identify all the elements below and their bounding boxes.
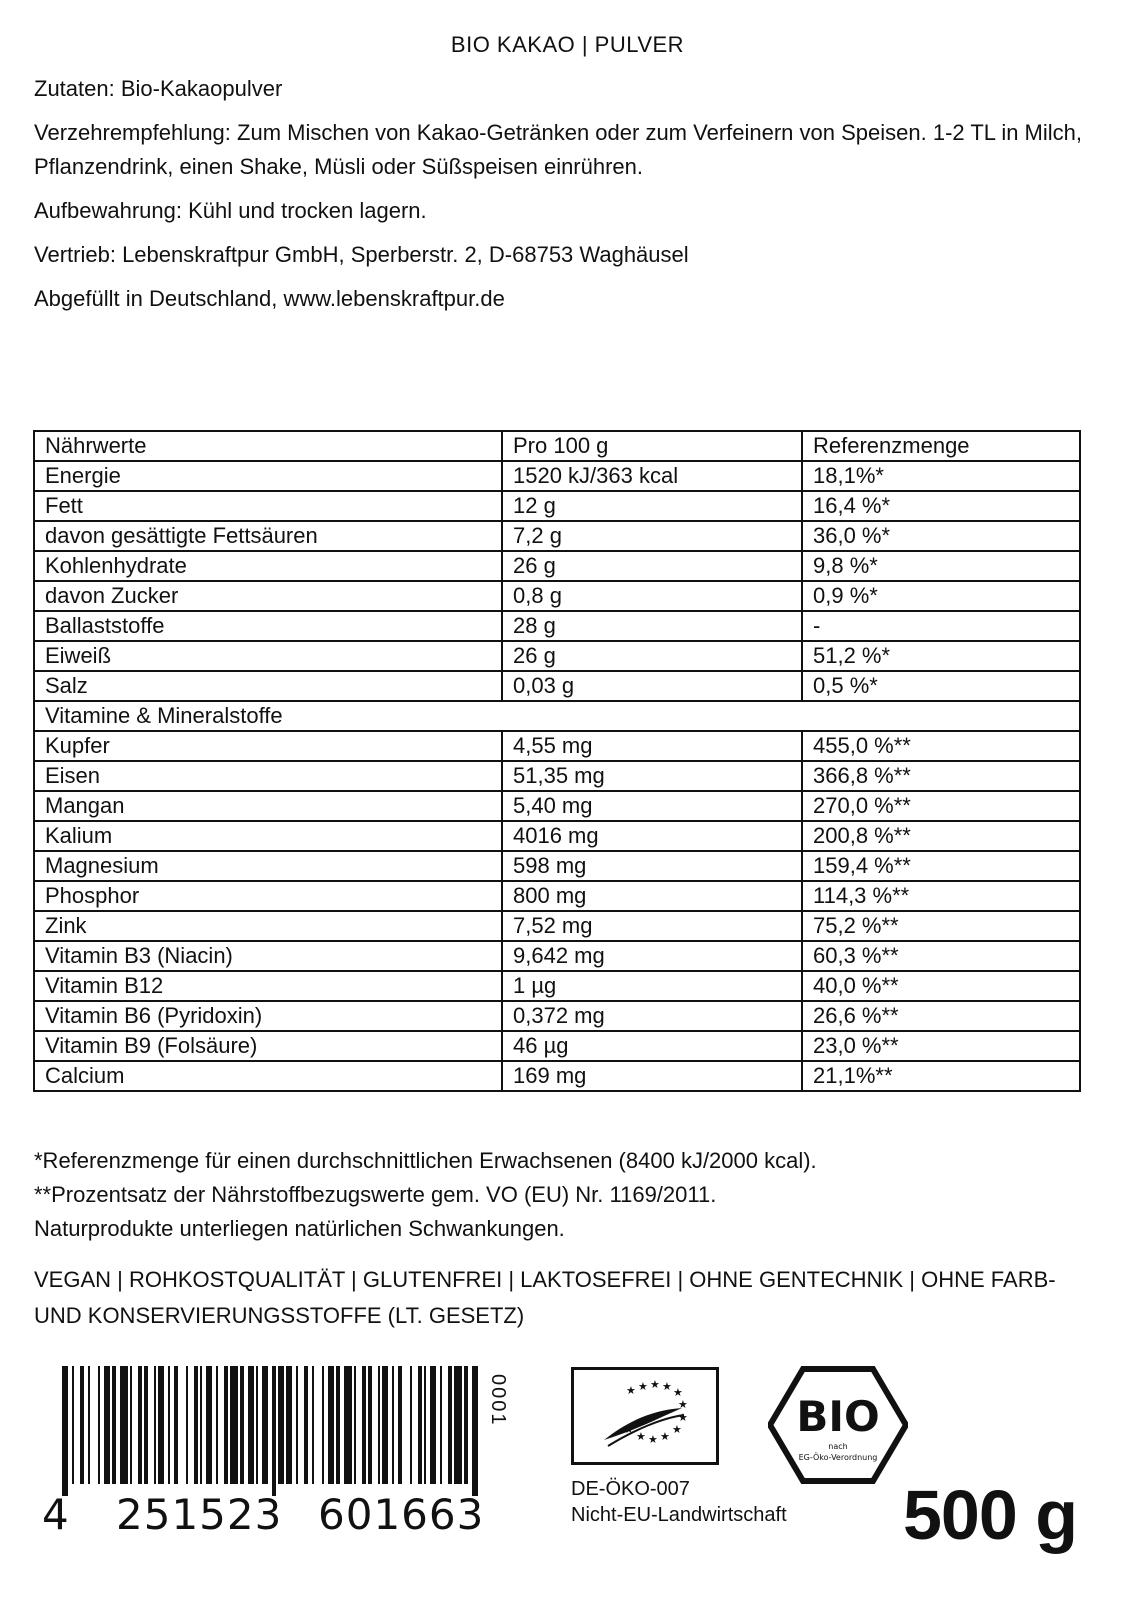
barcode-bar bbox=[454, 1366, 462, 1484]
svg-text:★: ★ bbox=[678, 1398, 688, 1411]
barcode-bar bbox=[344, 1366, 352, 1484]
nutrient-amount: 26 g bbox=[502, 641, 802, 671]
barcode-digits-right: 601663 bbox=[318, 1490, 485, 1539]
table-row bbox=[34, 971, 1080, 1001]
barcode-bar bbox=[296, 1366, 298, 1484]
barcode-bar bbox=[312, 1366, 314, 1484]
nutrient-name: Kalium bbox=[34, 821, 502, 851]
footnote: *Referenzmenge für einen durchschnittlichen Erwachsenen (8400 kJ/2000 kcal). bbox=[34, 1148, 817, 1173]
footnotes bbox=[34, 1144, 817, 1246]
svg-text:★: ★ bbox=[638, 1380, 648, 1393]
barcode-bar bbox=[230, 1366, 238, 1484]
nutrient-name: Vitamin B12 bbox=[34, 971, 502, 1001]
nutrient-name: Magnesium bbox=[34, 851, 502, 881]
footnote: **Prozentsatz der Nährstoffbezugswerte gem. VO (EU) Nr. 1169/2011. bbox=[34, 1182, 717, 1207]
barcode-bar bbox=[154, 1366, 156, 1484]
bio-seal-logo bbox=[768, 1365, 908, 1485]
barcode-bar bbox=[168, 1366, 170, 1484]
certification-code: DE-ÖKO-007 bbox=[571, 1478, 690, 1500]
header-cell: Referenzmenge bbox=[802, 431, 1080, 461]
barcode-bar bbox=[72, 1366, 74, 1484]
barcode-bar bbox=[104, 1366, 110, 1484]
barcode-digit-first: 4 bbox=[42, 1490, 69, 1539]
barcode-bar bbox=[354, 1366, 356, 1484]
nutrient-reference: 0,5 %* bbox=[802, 671, 1080, 701]
table-row bbox=[34, 521, 1080, 551]
barcode-bar bbox=[430, 1366, 436, 1484]
table-header-row bbox=[34, 431, 1080, 461]
nutrient-reference: 200,8 %** bbox=[802, 821, 1080, 851]
table-row bbox=[34, 1061, 1080, 1091]
barcode-bar bbox=[200, 1366, 202, 1484]
eu-organic-logo bbox=[571, 1367, 719, 1465]
ingredients-text: Bio-Kakaopulver bbox=[120, 76, 283, 101]
barcode-bar bbox=[418, 1366, 422, 1484]
table-row bbox=[34, 641, 1080, 671]
table-row bbox=[34, 1031, 1080, 1061]
table-row bbox=[34, 881, 1080, 911]
distributor-label: Vertrieb: bbox=[34, 242, 116, 267]
barcode-bar bbox=[392, 1366, 394, 1484]
svg-text:★: ★ bbox=[636, 1430, 646, 1443]
nutrient-amount: 169 mg bbox=[502, 1061, 802, 1091]
svg-text:★: ★ bbox=[678, 1411, 688, 1424]
section-label: Vitamine & Mineralstoffe bbox=[34, 701, 1080, 731]
barcode-side-number: 0001 bbox=[487, 1374, 509, 1427]
nutrient-amount: 7,2 g bbox=[502, 521, 802, 551]
nutrient-reference: 60,3 %** bbox=[802, 941, 1080, 971]
nutrient-amount: 0,8 g bbox=[502, 581, 802, 611]
recommendation bbox=[34, 116, 1104, 184]
svg-text:★: ★ bbox=[660, 1430, 670, 1443]
certification-origin: Nicht-EU-Landwirtschaft bbox=[571, 1504, 787, 1526]
nutrient-name: Fett bbox=[34, 491, 502, 521]
ingredients-label: Zutaten: bbox=[34, 76, 115, 101]
nutrient-name: davon Zucker bbox=[34, 581, 502, 611]
barcode-bar bbox=[336, 1366, 340, 1484]
recommendation-text: Zum Mischen von Kakao-Getränken oder zum Verfeinern von Speisen. 1-2 TL in Milch, Pflanzendrink, einen Shake, Müsli oder Süßspeisen einrühren. bbox=[34, 120, 1083, 179]
table-row bbox=[34, 581, 1080, 611]
nutrient-reference: 23,0 %** bbox=[802, 1031, 1080, 1061]
barcode-bar bbox=[144, 1366, 148, 1484]
nutrient-amount: 12 g bbox=[502, 491, 802, 521]
svg-text:★: ★ bbox=[650, 1378, 660, 1391]
header-cell: Nährwerte bbox=[34, 431, 502, 461]
storage bbox=[34, 194, 1104, 228]
barcode-image bbox=[40, 1366, 490, 1496]
table-row bbox=[34, 851, 1080, 881]
nutrient-reference: 51,2 %* bbox=[802, 641, 1080, 671]
barcode-bar bbox=[206, 1366, 212, 1484]
nutrient-amount: 9,642 mg bbox=[502, 941, 802, 971]
nutrient-name: Eisen bbox=[34, 761, 502, 791]
table-row bbox=[34, 911, 1080, 941]
barcode-bar bbox=[216, 1366, 218, 1484]
table-row bbox=[34, 731, 1080, 761]
barcode-bar bbox=[398, 1366, 402, 1484]
barcode-bar bbox=[304, 1366, 308, 1484]
nutrient-reference: 75,2 %** bbox=[802, 911, 1080, 941]
nutrient-name: Energie bbox=[34, 461, 502, 491]
nutrient-reference: 9,8 %* bbox=[802, 551, 1080, 581]
net-weight: 500 g bbox=[903, 1476, 1077, 1554]
barcode-bar bbox=[368, 1366, 372, 1484]
barcode-bar bbox=[186, 1366, 188, 1484]
nutrient-name: Phosphor bbox=[34, 881, 502, 911]
barcode-bar bbox=[322, 1366, 324, 1484]
nutrient-name: Zink bbox=[34, 911, 502, 941]
svg-text:★: ★ bbox=[672, 1423, 682, 1436]
nutrient-amount: 1520 kJ/363 kcal bbox=[502, 461, 802, 491]
nutrient-reference: 21,1%** bbox=[802, 1061, 1080, 1091]
barcode-bar bbox=[410, 1366, 412, 1484]
nutrient-amount: 1 µg bbox=[502, 971, 802, 1001]
recommendation-label: Verzehrempfehlung: bbox=[34, 120, 231, 145]
nutrient-name: Vitamin B6 (Pyridoxin) bbox=[34, 1001, 502, 1031]
distributor bbox=[34, 238, 1104, 272]
barcode-bar bbox=[286, 1366, 292, 1484]
barcode-bar bbox=[378, 1366, 380, 1484]
nutrient-reference: 270,0 %** bbox=[802, 791, 1080, 821]
nutrient-amount: 46 µg bbox=[502, 1031, 802, 1061]
table-row bbox=[34, 611, 1080, 641]
svg-text:★: ★ bbox=[673, 1386, 683, 1399]
bio-seal-line2: EG-Öko-Verordnung bbox=[798, 1453, 878, 1462]
storage-text: Kühl und trocken lagern. bbox=[188, 198, 427, 223]
filled-in: Abgefüllt in Deutschland, www.lebenskraftpur.de bbox=[34, 286, 505, 311]
nutrient-name: Salz bbox=[34, 671, 502, 701]
barcode-bar bbox=[272, 1366, 276, 1496]
nutrient-name: Kohlenhydrate bbox=[34, 551, 502, 581]
bio-seal-word: BIO bbox=[796, 1392, 880, 1441]
bio-seal-line1: nach bbox=[828, 1442, 848, 1451]
barcode-bar bbox=[194, 1366, 198, 1484]
certification bbox=[571, 1476, 787, 1528]
nutrient-amount: 51,35 mg bbox=[502, 761, 802, 791]
table-row bbox=[34, 791, 1080, 821]
barcode-bar bbox=[98, 1366, 100, 1484]
nutrient-amount: 5,40 mg bbox=[502, 791, 802, 821]
table-row bbox=[34, 941, 1080, 971]
nutrient-amount: 0,372 mg bbox=[502, 1001, 802, 1031]
barcode-bar bbox=[472, 1366, 478, 1496]
barcode-bar bbox=[138, 1366, 142, 1484]
barcode-bar bbox=[464, 1366, 468, 1484]
barcode-bar bbox=[174, 1366, 178, 1484]
nutrient-reference: 159,4 %** bbox=[802, 851, 1080, 881]
barcode-bar bbox=[448, 1366, 452, 1484]
product-claims: VEGAN | ROHKOSTQUALITÄT | GLUTENFREI | LAKTOSEFREI | OHNE GENTECHNIK | OHNE FARB- UND KONSERVIERUNGSSTOFFE (LT. GESETZ) bbox=[34, 1267, 1056, 1328]
nutrient-reference: 114,3 %** bbox=[802, 881, 1080, 911]
barcode-bar bbox=[262, 1366, 268, 1484]
nutrient-name: Eiweiß bbox=[34, 641, 502, 671]
nutrient-amount: 4016 mg bbox=[502, 821, 802, 851]
nutrient-reference: 40,0 %** bbox=[802, 971, 1080, 1001]
barcode-bar bbox=[158, 1366, 164, 1484]
nutrient-amount: 28 g bbox=[502, 611, 802, 641]
barcode-bar bbox=[88, 1366, 90, 1484]
nutrient-amount: 0,03 g bbox=[502, 671, 802, 701]
nutrient-name: Vitamin B3 (Niacin) bbox=[34, 941, 502, 971]
nutrient-amount: 598 mg bbox=[502, 851, 802, 881]
nutrient-name: Mangan bbox=[34, 791, 502, 821]
barcode-bar bbox=[382, 1366, 388, 1484]
barcode-bar bbox=[130, 1366, 132, 1484]
table-row bbox=[34, 551, 1080, 581]
nutrient-reference: 36,0 %* bbox=[802, 521, 1080, 551]
nutrient-amount: 800 mg bbox=[502, 881, 802, 911]
header-cell: Pro 100 g bbox=[502, 431, 802, 461]
barcode-bar bbox=[328, 1366, 334, 1484]
table-row bbox=[34, 671, 1080, 701]
storage-label: Aufbewahrung: bbox=[34, 198, 182, 223]
nutrient-name: davon gesättigte Fettsäuren bbox=[34, 521, 502, 551]
nutrient-reference: - bbox=[802, 611, 1080, 641]
table-row bbox=[34, 1001, 1080, 1031]
section-row bbox=[34, 701, 1080, 731]
barcode-bar bbox=[62, 1366, 68, 1496]
distributor-text: Lebenskraftpur GmbH, Sperberstr. 2, D-68753 Waghäusel bbox=[122, 242, 689, 267]
product-title: BIO KAKAO | PULVER bbox=[450, 32, 685, 57]
nutrient-reference: 26,6 %** bbox=[802, 1001, 1080, 1031]
barcode-bar bbox=[278, 1366, 284, 1484]
table-row bbox=[34, 491, 1080, 521]
nutrient-reference: 366,8 %** bbox=[802, 761, 1080, 791]
barcode-digits-left: 251523 bbox=[116, 1490, 283, 1539]
svg-text:★: ★ bbox=[662, 1380, 672, 1393]
nutrient-amount: 4,55 mg bbox=[502, 731, 802, 761]
table-row bbox=[34, 461, 1080, 491]
table-row bbox=[34, 761, 1080, 791]
svg-text:★: ★ bbox=[648, 1433, 658, 1446]
table-row bbox=[34, 821, 1080, 851]
barcode-bar bbox=[248, 1366, 254, 1484]
nutrient-reference: 16,4 %* bbox=[802, 491, 1080, 521]
nutrient-amount: 7,52 mg bbox=[502, 911, 802, 941]
nutrition-table bbox=[33, 430, 1081, 1092]
barcode-bar bbox=[424, 1366, 426, 1484]
barcode-bar bbox=[256, 1366, 258, 1484]
svg-text:★: ★ bbox=[626, 1384, 636, 1397]
ingredients bbox=[34, 72, 1104, 106]
nutrient-name: Vitamin B9 (Folsäure) bbox=[34, 1031, 502, 1061]
nutrient-reference: 455,0 %** bbox=[802, 731, 1080, 761]
nutrient-name: Kupfer bbox=[34, 731, 502, 761]
nutrient-reference: 18,1%* bbox=[802, 461, 1080, 491]
barcode-bar bbox=[120, 1366, 128, 1484]
barcode-bar bbox=[440, 1366, 442, 1484]
footnote: Naturprodukte unterliegen natürlichen Schwankungen. bbox=[34, 1216, 565, 1241]
nutrient-amount: 26 g bbox=[502, 551, 802, 581]
nutrient-name: Calcium bbox=[34, 1061, 502, 1091]
barcode-bar bbox=[362, 1366, 366, 1484]
barcode-bar bbox=[80, 1366, 84, 1484]
barcode-bar bbox=[112, 1366, 116, 1484]
nutrient-name: Ballaststoffe bbox=[34, 611, 502, 641]
barcode-bar bbox=[240, 1366, 244, 1484]
barcode-bar bbox=[224, 1366, 228, 1484]
nutrient-reference: 0,9 %* bbox=[802, 581, 1080, 611]
